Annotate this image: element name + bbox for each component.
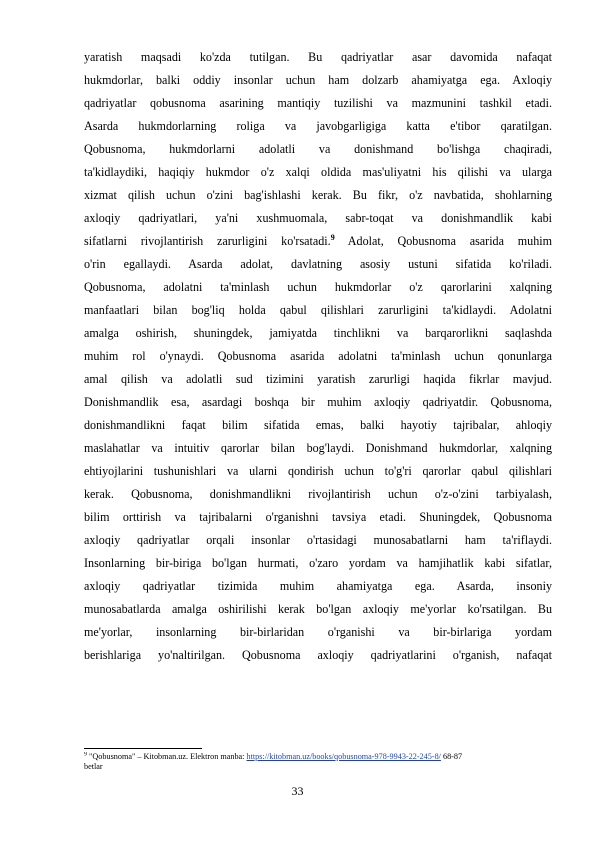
- body-line: hukmdorlar, balki oddiy insonlar uchun ham dolzarb ahamiyatga ega. Axloqiy: [84, 73, 552, 87]
- body-line: axloqiy qadriyatlari, ya'ni xushmuomala, sabr-toqat va donishmandlik kabi: [84, 211, 552, 225]
- footnote-marker: 9: [84, 752, 87, 758]
- body-line: Donishmandlik esa, asardagi boshqa bir muhim axloqiy qadriyatdir. Qobusnoma,: [84, 395, 552, 409]
- body-line: axloqiy qadriyatlar orqali insonlar o'rtasidagi munosabatlarni ham ta'riflaydi.: [84, 533, 552, 547]
- footnote: [84, 752, 554, 762]
- body-line: ta'kidlaydiki, haqiqiy hukmdor o'z xalqi oldida mas'uliyatni his qilishi va ularga: [84, 165, 552, 179]
- footnote-reference[interactable]: 9: [330, 232, 335, 242]
- body-line: amalga oshirish, shuningdek, jamiyatda tinchlikni va barqarorlikni saqlashda: [84, 326, 552, 340]
- body-line: maslahatlar va intuitiv qarorlar bilan bog'laydi. Donishmand hukmdorlar, xalqning: [84, 441, 552, 455]
- body-line: Qobusnoma, adolatni ta'minlash uchun hukmdorlar o'z qarorlarini xalqning: [84, 280, 552, 294]
- body-line: ehtiyojlarini tushunishlari va ularni qondirish uchun to'g'ri qarorlar qabul qilishlari: [84, 464, 552, 478]
- body-line: kerak. Qobusnoma, donishmandlikni rivojlantirish uchun o'z-o'zini tarbiyalash,: [84, 487, 552, 501]
- body-text: sifatlarni rivojlantirish zarurligini ko'rsatadi.: [84, 234, 331, 248]
- body-line: Qobusnoma, hukmdorlarni adolatli va donishmand bo'lishga chaqiradi,: [84, 142, 552, 156]
- footnote-divider: [84, 748, 202, 749]
- body-line: munosabatlarda amalga oshirilishi kerak bo'lgan axloqiy me'yorlar ko'rsatilgan. Bu: [84, 602, 552, 616]
- body-line: Asarda hukmdorlarning roliga va javobgarligiga katta e'tibor qaratilgan.: [84, 119, 552, 133]
- body-line-with-footnote-ref: [84, 232, 552, 250]
- body-line: Insonlarning bir-biriga bo'lgan hurmati, o'zaro yordam va hamjihatlik kabi sifatlar,: [84, 556, 552, 570]
- body-line: bilim orttirish va tajribalarni o'rganishni tavsiya etadi. Shuningdek, Qobusnoma: [84, 510, 552, 524]
- body-text: Adolat, Qobusnoma asarida muhim: [334, 234, 552, 248]
- body-line: manfaatlari bilan bog'liq holda qabul qilishlari zarurligini ta'kidlaydi. Adolatni: [84, 303, 552, 317]
- footnote-link[interactable]: https://kitobman.uz/books/qobusnoma-978-9943-22-245-8/: [246, 752, 441, 761]
- footnote-continuation: betlar: [84, 762, 103, 771]
- body-line: berishlariga yo'naltirilgan. Qobusnoma axloqiy qadriyatlarini o'rganish, nafaqat: [84, 648, 552, 662]
- body-line: amal qilish va adolatli sud tizimini yaratish zarurligi haqida fikrlar mavjud.: [84, 372, 552, 386]
- footnote-text: "Qobusnoma" – Kitobman.uz. Elektron manba:: [87, 752, 247, 761]
- body-line: axloqiy qadriyatlar tizimida muhim ahamiyatga ega. Asarda, insoniy: [84, 579, 552, 593]
- footnote-text: 68-87: [440, 752, 463, 761]
- body-line: o'rin egallaydi. Asarda adolat, davlatning asosiy ustuni sifatida ko'riladi.: [84, 257, 552, 271]
- body-line: me'yorlar, insonlarning bir-birlaridan o'rganishi va bir-birlariga yordam: [84, 625, 552, 639]
- body-line: qadriyatlar qobusnoma asarining mantiqiy tuzilishi va mazmunini tashkil etadi.: [84, 96, 552, 110]
- body-line: donishmandlikni faqat bilim sifatida emas, balki hayotiy tajribalar, ahloqiy: [84, 418, 552, 432]
- page-number: 33: [291, 784, 304, 798]
- body-line: muhim rol o'ynaydi. Qobusnoma asarida adolatni ta'minlash uchun qonunlarga: [84, 349, 552, 363]
- body-line: yaratish maqsadi ko'zda tutilgan. Bu qadriyatlar asar davomida nafaqat: [84, 50, 552, 64]
- body-line: xizmat qilish uchun o'zini bag'ishlashi kerak. Bu fikr, o'z navbatida, shohlarning: [84, 188, 552, 202]
